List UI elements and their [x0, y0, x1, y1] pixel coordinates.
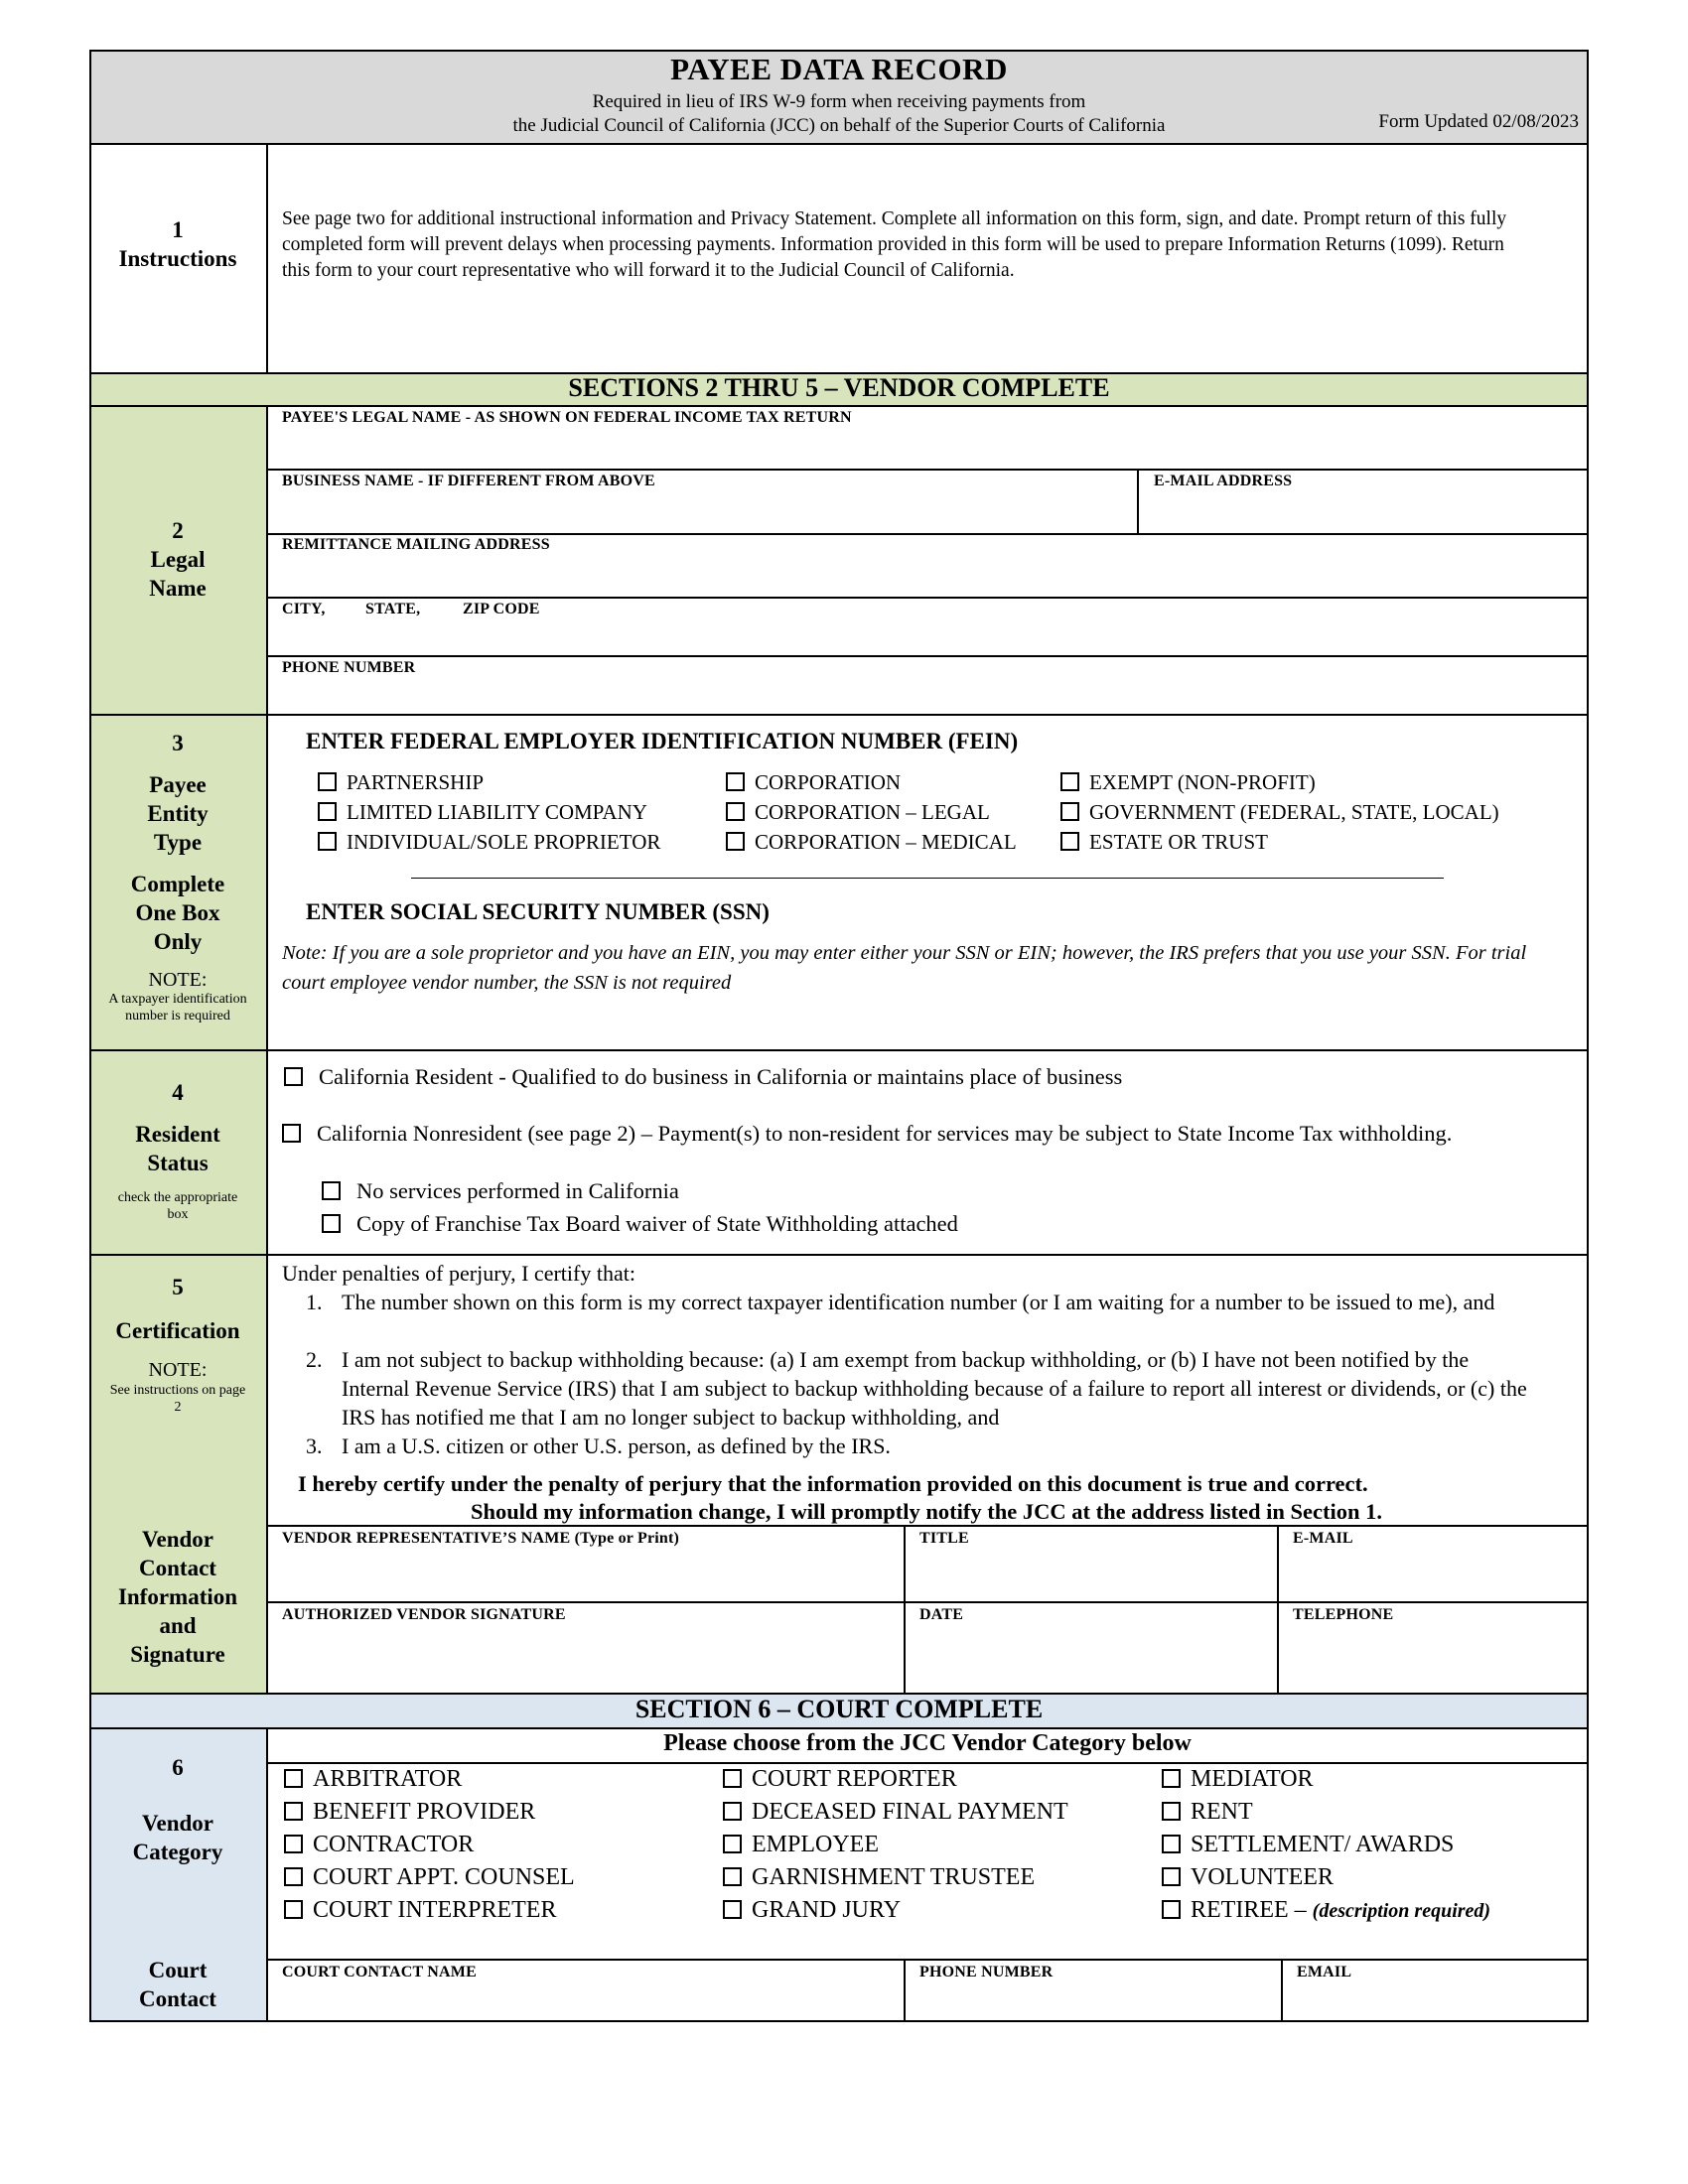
court-contact-label-2: Contact — [139, 1986, 216, 2011]
divider — [266, 655, 1589, 657]
divider — [266, 469, 1589, 471]
signature-label: AUTHORIZED VENDOR SIGNATURE — [282, 1606, 566, 1623]
category-court-reporter[interactable] — [723, 1766, 957, 1793]
city-label: CITY, — [282, 601, 326, 617]
telephone-label: TELEPHONE — [1293, 1606, 1394, 1623]
label: GOVERNMENT (FEDERAL, STATE, LOCAL) — [1089, 800, 1499, 824]
legal-name-label: PAYEE'S LEGAL NAME - AS SHOWN ON FEDERAL INCOME TAX RETURN — [282, 409, 852, 426]
label: PARTNERSHIP — [347, 770, 485, 794]
label: VOLUNTEER — [1191, 1864, 1334, 1890]
entity-corporation[interactable] — [726, 770, 901, 795]
label: BENEFIT PROVIDER — [313, 1799, 536, 1825]
checkbox[interactable] — [723, 1900, 742, 1919]
label: ESTATE OR TRUST — [1089, 830, 1268, 854]
label: MEDIATOR — [1191, 1766, 1314, 1792]
checkbox[interactable] — [1060, 832, 1079, 851]
vendor-email-label: E-MAIL ADDRESS — [1154, 473, 1293, 489]
zip-label: ZIP CODE — [463, 601, 540, 617]
certify-statement-2: Should my information change, I will promptly notify the JCC at the address listed in Section 1. — [471, 1499, 1382, 1524]
section3-label-2: Entity — [147, 801, 209, 826]
checkbox[interactable] — [322, 1214, 341, 1233]
entity-partnership[interactable] — [318, 770, 484, 795]
category-court-appt-counsel[interactable] — [284, 1864, 575, 1891]
label: CORPORATION – LEGAL — [755, 800, 990, 824]
category-garnishment-trustee[interactable] — [723, 1864, 1035, 1891]
form-subtitle-1: Required in lieu of IRS W-9 form when receiving payments from — [592, 91, 1086, 112]
court-email-field[interactable] — [1285, 1983, 1587, 2019]
section5-note-text: See instructions on page 2 — [109, 1383, 246, 1415]
divider — [904, 1525, 906, 1694]
section5-label: Certification — [115, 1318, 240, 1343]
checkbox[interactable] — [1162, 1867, 1181, 1886]
vendor-contact-label-5: Signature — [130, 1642, 225, 1667]
checkbox[interactable] — [284, 1835, 303, 1853]
form-updated-date: Form Updated 02/08/2023 — [1378, 111, 1579, 132]
label: California Resident - Qualified to do business in California or maintains place of business — [319, 1064, 1123, 1089]
rep-name-field[interactable] — [268, 1551, 900, 1600]
vendor-contact-label-2: Contact — [139, 1556, 216, 1580]
checkbox[interactable] — [723, 1769, 742, 1788]
category-arbitrator[interactable] — [284, 1766, 462, 1793]
entity-exempt[interactable] — [1060, 770, 1316, 795]
checkbox[interactable] — [1162, 1900, 1181, 1919]
entity-corporation-medical[interactable] — [726, 830, 1017, 855]
divider — [89, 1049, 1589, 1051]
section3-number: 3 — [172, 731, 184, 755]
form-subtitle-2: the Judicial Council of California (JCC) on behalf of the Superior Courts of California — [512, 115, 1166, 136]
section4-note: check the appropriate box — [117, 1190, 238, 1222]
court-phone-label: PHONE NUMBER — [919, 1964, 1054, 1980]
section1-number: 1 — [172, 217, 184, 242]
business-name-label: BUSINESS NAME - IF DIFFERENT FROM ABOVE — [282, 473, 655, 489]
ssn-note: Note: If you are a sole proprietor and you have an EIN, you may enter either your SSN or EIN; however, the IRS prefers that you use your SSN. For trial court employee vendor number, the SSN is not required — [282, 942, 1527, 994]
divider — [89, 1254, 1589, 1256]
section3-label-3: Type — [153, 830, 203, 855]
label: GARNISHMENT TRUSTEE — [752, 1864, 1036, 1890]
label: California Nonresident (see page 2) – Payment(s) to non-resident for services may be subject to State Income Tax withholding. — [317, 1121, 1453, 1146]
divider — [266, 1959, 1589, 1961]
category-employee[interactable] — [723, 1832, 879, 1858]
retiree-description-note: (description required) — [1312, 1900, 1491, 1922]
label: RENT — [1191, 1799, 1253, 1825]
label: COURT INTERPRETER — [313, 1897, 557, 1923]
label: DECEASED FINAL PAYMENT — [752, 1799, 1068, 1825]
label: EMPLOYEE — [752, 1832, 879, 1857]
vendor-category-heading: Please choose from the JCC Vendor Category below — [663, 1730, 1192, 1756]
form-title: PAYEE DATA RECORD — [670, 52, 1008, 86]
section5-number: 5 — [172, 1275, 184, 1299]
checkbox[interactable] — [1060, 772, 1079, 791]
vendor-contact-label-4: and — [159, 1613, 197, 1638]
cert-item-1-num: 1. — [306, 1290, 323, 1314]
checkbox[interactable] — [282, 1124, 301, 1143]
checkbox[interactable] — [284, 1067, 303, 1086]
entity-llc[interactable] — [318, 800, 647, 825]
legal-name-field[interactable] — [268, 429, 1587, 467]
divider — [1137, 469, 1139, 533]
label: No services performed in California — [356, 1178, 679, 1203]
telephone-field[interactable] — [1281, 1628, 1587, 1692]
checkbox[interactable] — [726, 832, 745, 851]
court-contact-label-1: Court — [148, 1958, 208, 1982]
section5-note: NOTE: — [148, 1359, 208, 1381]
checkbox[interactable] — [726, 802, 745, 821]
section6-label-2: Category — [132, 1840, 223, 1864]
vendor-complete-band: SECTIONS 2 THRU 5 – VENDOR COMPLETE — [568, 373, 1110, 402]
entity-estate-trust[interactable] — [1060, 830, 1268, 855]
section6-number: 6 — [172, 1755, 184, 1780]
category-benefit-provider[interactable] — [284, 1799, 535, 1826]
checkbox[interactable] — [318, 802, 337, 821]
checkbox[interactable] — [723, 1802, 742, 1821]
divider — [89, 1727, 1589, 1729]
state-label: STATE, — [365, 601, 421, 617]
fein-heading: ENTER FEDERAL EMPLOYER IDENTIFICATION NUMBER (FEIN) — [306, 729, 1019, 753]
entity-government[interactable] — [1060, 800, 1499, 825]
divider — [1277, 1525, 1279, 1694]
label: RETIREE – — [1191, 1897, 1307, 1923]
divider — [266, 533, 1589, 535]
court-email-label: EMAIL — [1297, 1964, 1352, 1980]
category-grand-jury[interactable] — [723, 1897, 901, 1924]
court-phone-field[interactable] — [908, 1983, 1279, 2019]
cert-item-3-num: 3. — [306, 1433, 323, 1458]
checkbox[interactable] — [318, 772, 337, 791]
divider — [266, 1762, 1589, 1764]
vendor-band-divider — [89, 405, 1589, 407]
checkbox[interactable] — [723, 1835, 742, 1853]
label: COURT REPORTER — [752, 1766, 957, 1792]
section3-note: NOTE: — [148, 969, 208, 991]
category-volunteer[interactable] — [1162, 1864, 1334, 1891]
checkbox[interactable] — [1162, 1835, 1181, 1853]
label: LIMITED LIABILITY COMPANY — [347, 800, 647, 824]
form-frame — [89, 50, 1589, 2022]
rep-name-label: VENDOR REPRESENTATIVE’S NAME (Type or Print) — [282, 1530, 680, 1547]
entity-corporation-legal[interactable] — [726, 800, 990, 825]
section3-label-1: Payee — [149, 772, 207, 797]
label: CONTRACTOR — [313, 1832, 475, 1857]
left-column-divider-3 — [266, 1728, 268, 2022]
vendor-contact-label-1: Vendor — [142, 1527, 213, 1552]
section2-label-1: Legal — [150, 547, 206, 572]
cert-intro: Under penalties of perjury, I certify that: — [282, 1261, 635, 1286]
instructions-text: See page two for additional instructional information and Privacy Statement. Complete all information on this form, sign, and date. Prompt return of this fully completed form will prevent delays when processing payments. Information provided in this form will be used to prepare Information Returns (1099). Return this form to your court representative who will forward it to the Judicial Council of California. — [282, 208, 1507, 281]
category-mediator[interactable] — [1162, 1766, 1314, 1793]
left-column-divider — [266, 143, 268, 373]
court-complete-band: SECTION 6 – COURT COMPLETE — [634, 1695, 1044, 1723]
cert-item-2: I am not subject to backup withholding because: (a) I am exempt from backup withholding, or (b) I have not been notified by the Internal Revenue Service (IRS) that I am subject to backup withholding because of a failure to report all interest or dividends, or (c) the IRS has notified me that I am no longer subject to backup withholding, and — [342, 1347, 1527, 1430]
rep-email-label: E-MAIL — [1293, 1530, 1353, 1547]
checkbox[interactable] — [284, 1867, 303, 1886]
section4-number: 4 — [172, 1080, 184, 1105]
checkbox[interactable] — [1060, 802, 1079, 821]
label: GRAND JURY — [752, 1897, 902, 1923]
checkbox[interactable] — [322, 1181, 341, 1200]
checkbox[interactable] — [1162, 1802, 1181, 1821]
phone-label: PHONE NUMBER — [282, 659, 416, 676]
category-retiree[interactable] — [1162, 1897, 1490, 1924]
label: COURT APPT. COUNSEL — [313, 1864, 575, 1890]
label: SETTLEMENT/ AWARDS — [1191, 1832, 1455, 1857]
checkbox[interactable] — [284, 1769, 303, 1788]
checkbox[interactable] — [726, 772, 745, 791]
checkbox[interactable] — [1162, 1769, 1181, 1788]
cert-item-3: I am a U.S. citizen or other U.S. person, as defined by the IRS. — [342, 1433, 891, 1458]
label: CORPORATION – MEDICAL — [755, 830, 1017, 854]
mailing-address-field[interactable] — [268, 556, 1587, 594]
label: CORPORATION — [755, 770, 902, 794]
signature-field[interactable] — [268, 1628, 900, 1692]
entity-individual[interactable] — [318, 830, 660, 855]
section1-label: Instructions — [118, 246, 237, 271]
category-rent[interactable] — [1162, 1799, 1253, 1826]
date-field[interactable] — [908, 1628, 1275, 1692]
section2-label-2: Name — [149, 576, 207, 601]
checkbox[interactable] — [318, 832, 337, 851]
divider — [266, 1601, 1589, 1603]
certify-statement-1: I hereby certify under the penalty of perjury that the information provided on this document is true and correct. — [298, 1471, 1368, 1496]
complete-one-1: Complete — [130, 872, 225, 896]
divider — [266, 597, 1589, 599]
resident-option[interactable] — [284, 1062, 1565, 1091]
divider — [266, 1525, 1589, 1527]
section6-label-1: Vendor — [142, 1811, 213, 1836]
cert-item-1: The number shown on this form is my correct taxpayer identification number (or I am waiting for a number to be issued to me), and — [342, 1290, 1495, 1314]
divider — [1281, 1959, 1283, 2021]
category-court-interpreter[interactable] — [284, 1897, 556, 1924]
category-deceased-final-payment[interactable] — [723, 1799, 1068, 1826]
divider — [904, 1959, 906, 2021]
court-contact-name-field[interactable] — [268, 1983, 900, 2019]
section3-note-text: A taxpayer identification number is required — [108, 992, 247, 1024]
header-divider — [89, 143, 1589, 145]
label: EXEMPT (NON-PROFIT) — [1089, 770, 1316, 794]
date-label: DATE — [919, 1606, 964, 1623]
section4-label-1: Resident — [135, 1122, 220, 1147]
cert-item-2-num: 2. — [306, 1347, 323, 1372]
ssn-heading: ENTER SOCIAL SECURITY NUMBER (SSN) — [306, 899, 770, 924]
complete-one-2: One Box — [135, 900, 220, 925]
checkbox[interactable] — [284, 1900, 303, 1919]
title-field[interactable] — [908, 1551, 1275, 1600]
category-contractor[interactable] — [284, 1832, 474, 1858]
section4-label-2: Status — [147, 1151, 209, 1175]
mailing-address-label: REMITTANCE MAILING ADDRESS — [282, 536, 550, 553]
label: Copy of Franchise Tax Board waiver of State Withholding attached — [356, 1211, 958, 1236]
fein-ssn-separator — [411, 878, 1444, 879]
city-state-zip-field[interactable] — [268, 620, 1587, 654]
checkbox[interactable] — [723, 1867, 742, 1886]
business-name-field[interactable] — [268, 492, 1132, 530]
rep-email-field[interactable] — [1281, 1551, 1587, 1600]
ftb-waiver-option[interactable] — [322, 1209, 1513, 1238]
complete-one-3: Only — [153, 929, 203, 954]
title-label: TITLE — [919, 1530, 969, 1547]
no-services-option[interactable] — [322, 1176, 1513, 1205]
court-contact-name-label: COURT CONTACT NAME — [282, 1964, 477, 1980]
label: INDIVIDUAL/SOLE PROPRIETOR — [347, 830, 661, 854]
checkbox[interactable] — [284, 1802, 303, 1821]
vendor-contact-label-3: Information — [117, 1584, 238, 1609]
vendor-email-field[interactable] — [1142, 492, 1587, 530]
category-settlement-awards[interactable] — [1162, 1832, 1454, 1858]
nonresident-option[interactable] — [282, 1119, 1563, 1148]
label: ARBITRATOR — [313, 1766, 463, 1792]
divider — [89, 714, 1589, 716]
phone-field[interactable] — [268, 679, 1587, 713]
section2-number: 2 — [172, 518, 184, 543]
